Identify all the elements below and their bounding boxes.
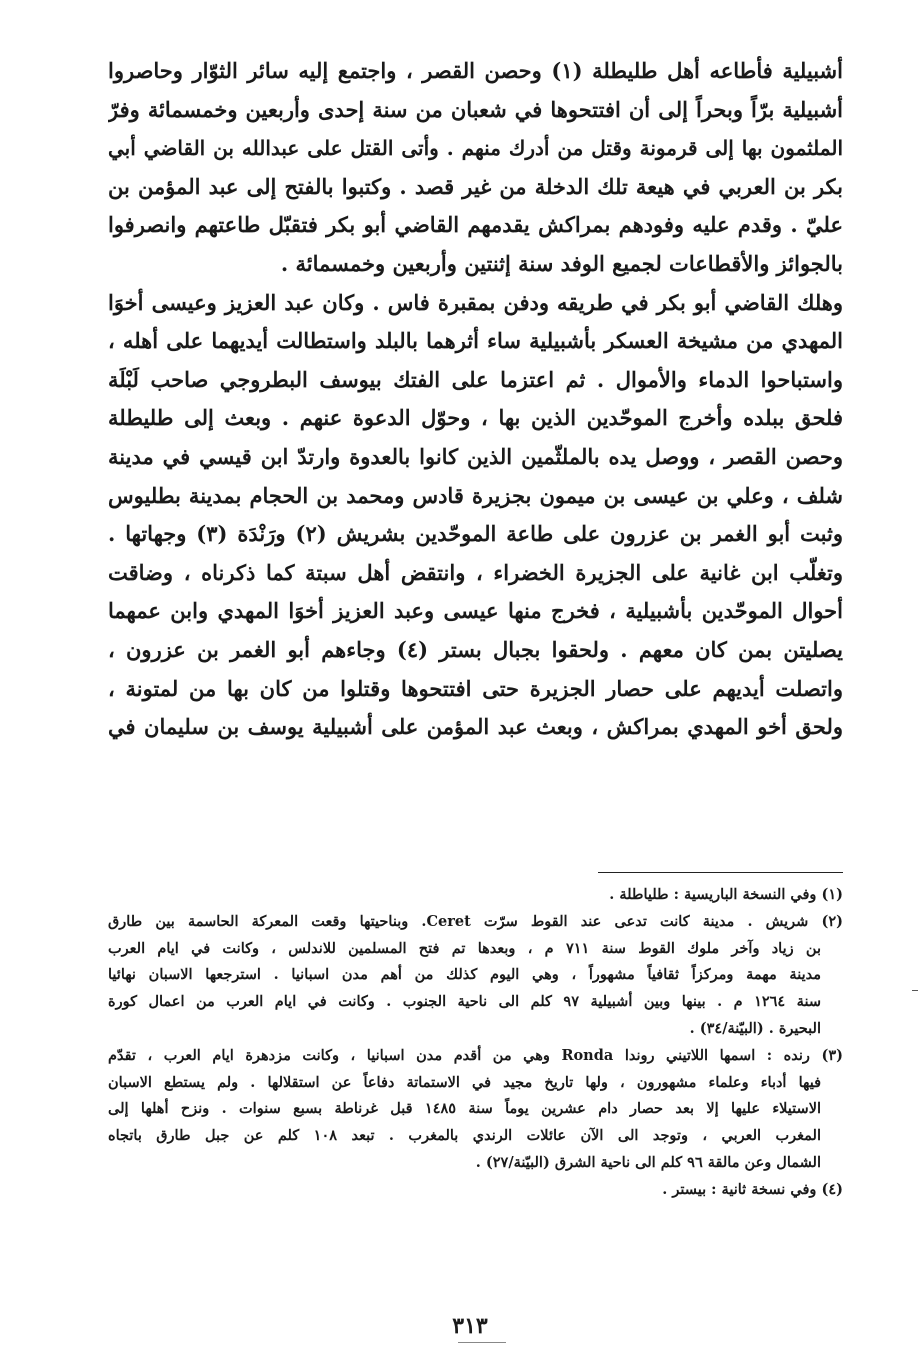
text-line: وحصن القصر ، ووصل يده بالملثّمين الذين كانوا بالعدوة وارتدّ ابن قيسي في مدينة <box>108 443 843 469</box>
text-line: بالجوائز والأقطاعات لجميع الوفد سنة إثنتين وأربعين وخمسمائة . <box>280 250 843 276</box>
text-line: وهلك القاضي أبو بكر في طريقه ودفن بمقبرة فاس . وكان عبد العزيز وعيسى أخوَا <box>108 289 843 315</box>
text-line: وثبت أبو الغمر بن عزرون على طاعة الموحّدين بشريش (٢) ورَنْدَة (٣) وجهاتها . <box>108 521 843 547</box>
text-line: واتصلت أيديهم على حصار الجزيرة حتى افتتحوها وقتلوا من كان بها من لمتونة ، <box>108 675 843 701</box>
page-number: ٣١٣ <box>452 1313 488 1339</box>
footnote-line: (٤) وفي نسخة ثانية : بيستر . <box>662 1180 843 1198</box>
text-line: ولحق أخو المهدي بمراكش ، وبعث عبد المؤمن على أشبيلية يوسف بن سليمان في <box>108 714 843 740</box>
footnote-line: (١) وفي النسخة الباريسية : طلياطلة . <box>609 886 843 903</box>
footnote-separator <box>598 872 843 873</box>
main-text <box>108 52 843 747</box>
footnote-line: المغرب العربي ، وتوجد الى الآن عائلات الرندي بالمغرب . تبعد ١٠٨ كلم عن جبل طارق باتجاه <box>108 1127 821 1145</box>
text-line: شلف ، وعلي بن عيسى بن ميمون بجزيرة قادس ومحمد بن الحجام بمدينة بطليوس <box>108 482 843 508</box>
text-line: أشبيلية برّاً وبحراً إلى أن افتتحوها في شعبان من سنة إحدى وأربعين وخمسمائة وفرّ <box>108 96 843 122</box>
text-line: وتغلّب ابن غانية على الجزيرة الخضراء ، وانتقض أهل سبتة كما ذكرناه ، وضاقت <box>108 559 843 585</box>
text-line: بكر بن العربي في هيعة تلك الدخلة من غير قصد . وكتبوا بالفتح إلى عبد المؤمن بن <box>108 173 843 199</box>
footnote-line: بن زياد وآخر ملوك القوط سنة ٧١١ م ، وبعدها تم فتح المسلمين للاندلس ، وكانت في ايام العرب <box>108 939 821 957</box>
margin-mark <box>912 990 918 991</box>
footnotes <box>108 882 843 1204</box>
text-line: يصليتن بمن كان معهم . ولحقوا بجبال بستر (٤) وجاءهم أبو الغمر بن عزرون ، <box>108 636 843 662</box>
footnote-line: الشمال وعن مالقة ٩٦ كلم الى ناحية الشرق (البيّنة/٢٧) . <box>475 1153 821 1171</box>
footnote-line: سنة ١٢٦٤ م . بينها وبين أشبيلية ٩٧ كلم الى ناحية الجنوب . وكانت في ايام العرب من اعمال كورة <box>108 993 821 1011</box>
footnote-line: (٣) رنده : اسمها اللاتيني روندا Ronda وهي من أقدم مدن اسبانيا ، وكانت مزدهرة ايام العرب ، تقدّم <box>108 1046 843 1064</box>
footnote-line: فيها أدباء وعلماء مشهورون ، ولها تاريخ مجيد في الاستماتة دفاعاً عن استقلالها . ولم يستطع الاسبان <box>108 1073 821 1091</box>
text-line: فلحق ببلده وأخرج الموحّدين الذين بها ، وحوّل الدعوة عنهم . وبعث إلى طليطلة <box>108 405 843 431</box>
footnote-line: (٢) شريش . مدينة كانت تدعى عند القوط سرّت Ceret. وبناحيتها وقعت المعركة الحاسمة بين طارق <box>108 912 843 930</box>
text-line: أشبيلية فأطاعه أهل طليطلة (١) وحصن القصر ، واجتمع إليه سائر الثوّار وحاصروا <box>108 58 843 83</box>
text-line: الملثمون بها إلى قرمونة وقتل من أدرك منهم . وأتى القتل على عبدالله بن القاضي أبي <box>108 136 843 161</box>
footnote-line: الاستيلاء عليها إلا بعد حصار دام عشرين يوماً سنة ١٤٨٥ قبل غرناطة بسبع سنوات . ونزح أهلها إلى <box>108 1100 822 1118</box>
text-line: عليّ . وقدم عليه وفودهم بمراكش يقدمهم القاضي أبو بكر فتقبّل طاعتهم وانصرفوا <box>108 212 843 238</box>
footnote-line: مدينة مهمة ومركزاً ثقافياً مشهوراً ، وهي اليوم كذلك من أهم مدن اسبانيا . استرجعها الاسبان نهائيا <box>108 966 821 984</box>
text-line: واستباحوا الدماء والأموال . ثم اعتزما على الفتك بيوسف البطروجي صاحب لَبْلَة <box>108 366 843 392</box>
footnote-line: البحيرة . (البيّنة/٣٤) . <box>689 1019 821 1037</box>
text-line: المهدي من مشيخة العسكر بأشبيلية ساء أثرهما بالبلد واستطالت أيديهما على أهله ، <box>108 328 843 354</box>
text-line: أحوال الموحّدين بأشبيلية ، فخرج منها عيسى وعبد العزيز أخوَا المهدي وابن عمهما <box>108 598 843 624</box>
page-number-underline <box>458 1342 506 1343</box>
